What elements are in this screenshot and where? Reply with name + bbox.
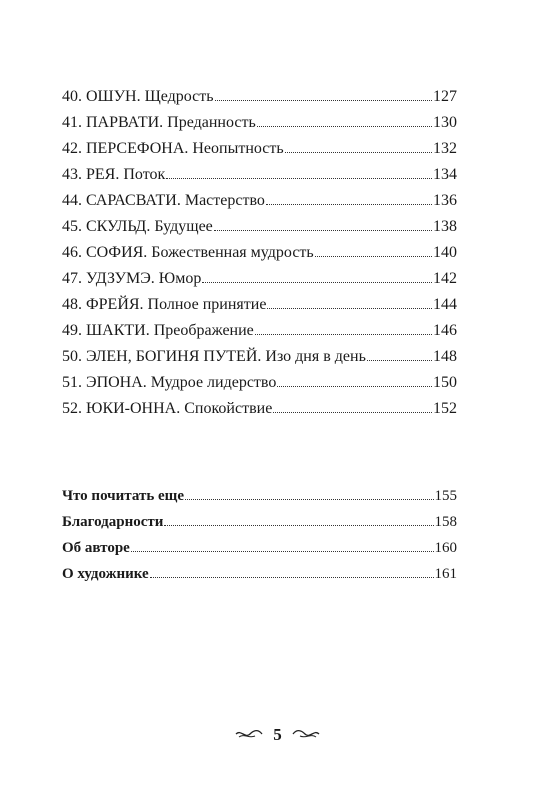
page-number: 5 <box>273 725 282 745</box>
toc-entry-title: 40. ОШУН. Щедрость <box>62 88 214 105</box>
toc-entry-page: 155 <box>434 488 457 504</box>
toc-entry-page: 138 <box>433 218 457 235</box>
toc-entry[interactable] <box>62 266 457 292</box>
toc-entry-page: 148 <box>433 348 457 365</box>
toc-entry-page: 127 <box>433 88 457 105</box>
toc-entry-page: 150 <box>433 374 457 391</box>
dot-leader <box>215 100 432 101</box>
toc-entry-title: 42. ПЕРСЕФОНА. Неопытность <box>62 140 284 157</box>
dot-leader <box>315 256 432 257</box>
toc-entry-page: 140 <box>433 244 457 261</box>
toc-entry[interactable] <box>62 136 457 162</box>
dot-leader <box>214 230 432 231</box>
toc-entry[interactable] <box>62 344 457 370</box>
toc-entry-title: Что почитать еще <box>62 488 184 504</box>
toc-entry-title: О художнике <box>62 566 149 582</box>
toc-entry[interactable] <box>62 84 457 110</box>
toc-entry-title: 43. РЕЯ. Поток <box>62 166 166 183</box>
dot-leader <box>277 386 432 387</box>
toc-entry[interactable] <box>62 292 457 318</box>
toc-entry-title: 51. ЭПОНА. Мудрое лидерство <box>62 374 277 391</box>
toc-entry-page: 132 <box>433 140 457 157</box>
toc-entry[interactable] <box>62 370 457 396</box>
toc-back-entry[interactable] <box>62 509 457 535</box>
toc-entry-page: 158 <box>434 514 457 530</box>
toc-entry-title: 44. САРАСВАТИ. Мастерство <box>62 192 265 209</box>
toc-entry[interactable] <box>62 162 457 188</box>
toc-entry-title: 49. ШАКТИ. Преображение <box>62 322 254 339</box>
toc-entry-title: 46. СОФИЯ. Божественная мудрость <box>62 244 314 261</box>
toc-entry-title: 50. ЭЛЕН, БОГИНЯ ПУТЕЙ. Изо дня в день <box>62 348 366 365</box>
toc-back-matter-list <box>62 483 457 587</box>
toc-entry[interactable] <box>62 318 457 344</box>
toc-entry-title: 48. ФРЕЙЯ. Полное принятие <box>62 296 267 313</box>
dot-leader <box>273 412 432 413</box>
dot-leader <box>255 334 432 335</box>
toc-entry-page: 160 <box>434 540 457 556</box>
toc-entry[interactable] <box>62 214 457 240</box>
toc-back-entry[interactable] <box>62 561 457 587</box>
toc-entry-title: 41. ПАРВАТИ. Преданность <box>62 114 256 131</box>
toc-entry-page: 136 <box>433 192 457 209</box>
dot-leader <box>202 282 432 283</box>
toc-main-list <box>62 84 457 422</box>
toc-entry[interactable] <box>62 188 457 214</box>
dot-leader <box>367 360 432 361</box>
toc-entry-title: 47. УДЗУМЭ. Юмор <box>62 270 202 287</box>
toc-entry-page: 144 <box>433 296 457 313</box>
dot-leader <box>257 126 432 127</box>
toc-entry-page: 134 <box>433 166 457 183</box>
dot-leader <box>185 499 434 500</box>
dot-leader <box>285 152 432 153</box>
toc-entry[interactable] <box>62 240 457 266</box>
dot-leader <box>131 551 434 552</box>
toc-entry-page: 146 <box>433 322 457 339</box>
toc-entry[interactable] <box>62 396 457 422</box>
toc-entry-title: Благодарности <box>62 514 164 530</box>
toc-entry-title: 52. ЮКИ-ОННА. Спокойствие <box>62 400 273 417</box>
dot-leader <box>266 204 432 205</box>
flourish-right-icon <box>292 725 320 745</box>
dot-leader <box>150 577 434 578</box>
toc-entry-page: 152 <box>433 400 457 417</box>
dot-leader <box>267 308 432 309</box>
toc-entry-title: 45. СКУЛЬД. Будущее <box>62 218 213 235</box>
dot-leader <box>164 525 433 526</box>
toc-entry-page: 130 <box>433 114 457 131</box>
toc-back-entry[interactable] <box>62 535 457 561</box>
flourish-left-icon <box>235 725 263 745</box>
toc-entry-title: Об авторе <box>62 540 130 556</box>
dot-leader <box>166 178 432 179</box>
page-footer <box>0 724 555 745</box>
toc-entry-page: 142 <box>433 270 457 287</box>
toc-back-entry[interactable] <box>62 483 457 509</box>
toc-entry-page: 161 <box>434 566 457 582</box>
toc-entry[interactable] <box>62 110 457 136</box>
